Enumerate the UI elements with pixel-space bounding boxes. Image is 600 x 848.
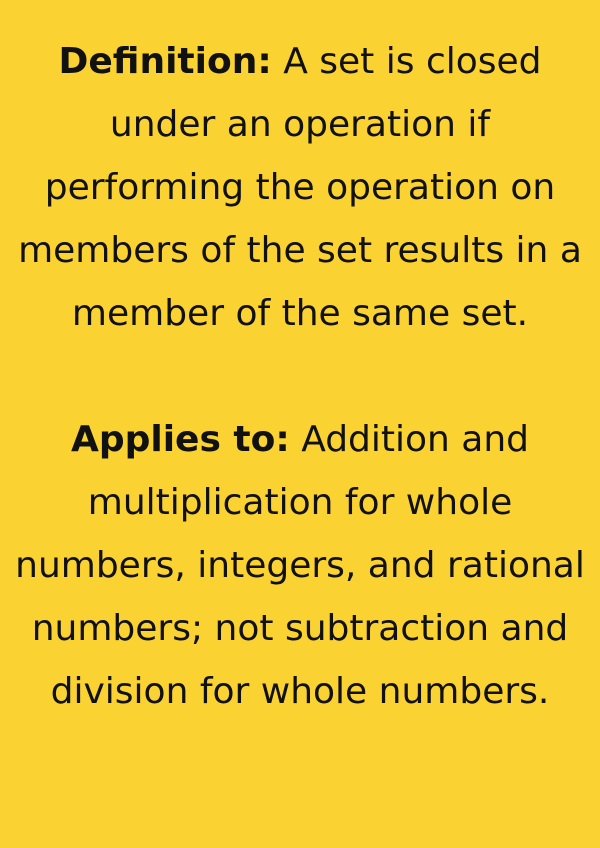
definition-term: Definition: — [58, 41, 272, 82]
applies-to-term: Applies to: — [70, 419, 290, 460]
applies-to-text: Addition and multiplication for whole numbers, integers, and rational numbers; not subtraction and division for whole numbers. — [15, 419, 585, 712]
applies-to-paragraph — [14, 408, 586, 723]
definition-paragraph — [14, 30, 586, 345]
definition-text: A set is closed under an operation if performing the operation on members of the set results in a member of the same set. — [18, 41, 582, 334]
